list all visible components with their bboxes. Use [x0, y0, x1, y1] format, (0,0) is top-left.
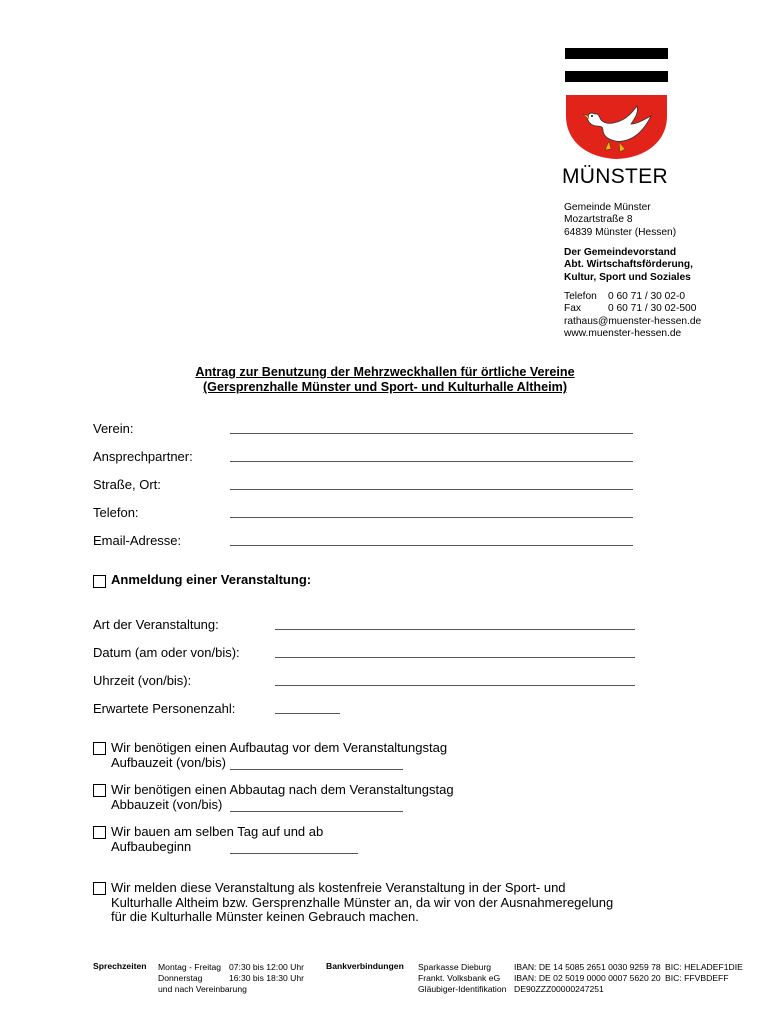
department-block — [564, 247, 693, 284]
free-event-text — [111, 881, 613, 925]
office-hours-time: 16:30 bis 18:30 Uhr — [229, 973, 305, 983]
office-hours-label: Sprechzeiten — [93, 961, 147, 971]
free-event-line1: Wir melden diese Veranstaltung als kostenfreie Veranstaltung in der Sport- und — [111, 880, 566, 895]
event-type-label: Art der Veranstaltung: — [93, 617, 219, 632]
address-line: 64839 Münster (Hessen) — [564, 226, 677, 238]
phone-label: Telefon — [564, 291, 597, 302]
event-registration-checkbox[interactable] — [93, 575, 106, 588]
attendee-count-label: Erwartete Personenzahl: — [93, 701, 236, 716]
street-city-label: Straße, Ort: — [93, 477, 161, 492]
website-link[interactable]: www.muenster-hessen.de — [564, 327, 682, 339]
contact-person-label: Ansprechpartner: — [93, 449, 193, 464]
fax-row — [564, 303, 701, 315]
bank-name: Sparkasse Dieburg — [418, 962, 492, 972]
event-registration-label: Anmeldung einer Veranstaltung: — [111, 572, 312, 587]
department-line: Kultur, Sport und Soziales — [564, 271, 691, 283]
phone-value: 0 60 71 / 30 02-0 — [608, 291, 686, 302]
event-date-field[interactable] — [275, 657, 635, 658]
department-line: Abt. Wirtschaftsförderung, — [564, 259, 693, 271]
teardown-after-checkbox[interactable] — [93, 784, 106, 797]
event-time-field[interactable] — [275, 685, 635, 686]
phone-row — [564, 291, 701, 303]
setup-before-checkbox[interactable] — [93, 742, 106, 755]
same-day-text — [111, 825, 323, 854]
email-field-label: Email-Adresse: — [93, 533, 182, 548]
setup-time-field[interactable] — [230, 769, 403, 770]
event-time-label: Uhrzeit (von/bis): — [93, 673, 192, 688]
form-title-line1: Antrag zur Benutzung der Mehrzweckhallen für örtliche Vereine — [195, 365, 575, 379]
event-date-label: Datum (am oder von/bis): — [93, 645, 240, 660]
same-day-label: Wir bauen am selben Tag auf und ab — [111, 824, 324, 839]
phone-field-label: Telefon: — [93, 505, 139, 520]
city-name: MÜNSTER — [562, 165, 668, 188]
teardown-after-label: Wir benötigen einen Abbautag nach dem Veranstaltungstag — [111, 782, 454, 797]
coat-of-arms-swan-icon — [565, 94, 668, 160]
office-hours-day: Montag - Freitag — [158, 962, 222, 972]
creditor-id-value: DE90ZZZ00000247251 — [514, 984, 604, 994]
fax-label: Fax — [564, 303, 581, 315]
street-city-field[interactable] — [230, 489, 633, 490]
bank-ibans — [514, 962, 661, 995]
logo-bar-bottom — [565, 71, 668, 82]
office-hours-note: und nach Vereinbarung — [158, 984, 247, 994]
club-name-label: Verein: — [93, 421, 134, 436]
bank-bics — [665, 962, 743, 984]
contact-person-field[interactable] — [230, 461, 633, 462]
phone-field[interactable] — [230, 517, 633, 518]
bank-bic: BIC: FFVBDEFF — [665, 973, 729, 983]
teardown-time-field[interactable] — [230, 811, 403, 812]
attendee-count-field[interactable] — [275, 713, 340, 714]
free-event-checkbox[interactable] — [93, 882, 106, 895]
bank-bic: BIC: HELADEF1DIE — [665, 962, 743, 972]
same-day-checkbox[interactable] — [93, 826, 106, 839]
contact-block — [564, 291, 701, 340]
setup-time-label: Aufbauzeit (von/bis) — [111, 754, 226, 770]
address-block — [564, 202, 676, 239]
bank-iban: IBAN: DE 14 5085 2651 0030 9259 78 — [514, 962, 661, 972]
setup-start-label: Aufbaubeginn — [111, 838, 192, 854]
email-link[interactable]: rathaus@muenster-hessen.de — [564, 315, 702, 327]
setup-start-field[interactable] — [230, 853, 358, 854]
event-type-field[interactable] — [275, 629, 635, 630]
office-hours-time: 07:30 bis 12:00 Uhr — [229, 962, 305, 972]
setup-before-text — [111, 741, 447, 770]
creditor-id-label: Gläubiger-Identifikation — [418, 984, 507, 994]
teardown-time-label: Abbauzeit (von/bis) — [111, 796, 223, 812]
free-event-line3: für die Kulturhalle Münster keinen Gebrauch machen. — [111, 909, 419, 924]
form-title-line2: (Gersprenzhalle Münster und Sport- und Kulturhalle Altheim) — [202, 380, 568, 394]
fax-value: 0 60 71 / 30 02-500 — [608, 303, 697, 315]
office-hours-day: Donnerstag — [158, 973, 203, 983]
free-event-line2: Kulturhalle Altheim bzw. Gersprenzhalle Münster an, da wir von der Ausnahmeregelung — [111, 894, 614, 910]
bank-names — [418, 962, 506, 995]
bank-details-label: Bankverbindungen — [326, 961, 404, 971]
logo-bar-top — [565, 48, 668, 59]
address-line: Mozartstraße 8 — [564, 214, 633, 226]
teardown-after-text — [111, 783, 454, 812]
club-name-field[interactable] — [230, 433, 633, 434]
bank-iban: IBAN: DE 02 5019 0000 0007 5620 20 — [514, 973, 661, 983]
office-hours-times — [229, 962, 304, 984]
address-line: Gemeinde Münster — [564, 202, 651, 213]
setup-before-label: Wir benötigen einen Aufbautag vor dem Veranstaltungstag — [111, 740, 448, 755]
form-title — [0, 365, 770, 395]
bank-name: Frankt. Volksbank eG — [418, 973, 501, 983]
department-line: Der Gemeindevorstand — [564, 247, 677, 258]
email-field[interactable] — [230, 545, 633, 546]
